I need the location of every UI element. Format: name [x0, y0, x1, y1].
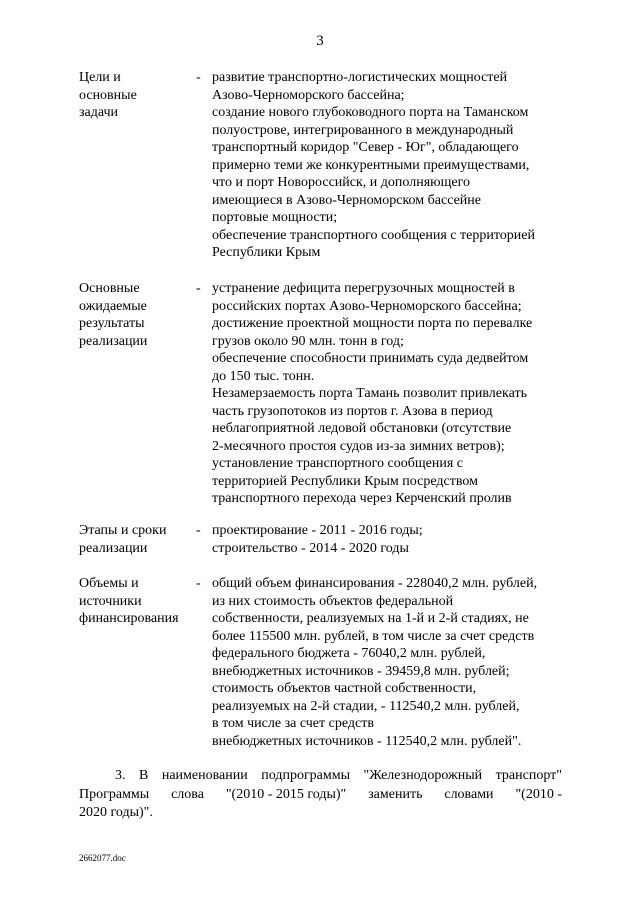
- paragraph-word: 3.: [115, 768, 126, 783]
- funding-content: [212, 575, 572, 750]
- content-line: устранение дефицита перегрузочных мощностей в: [212, 281, 515, 296]
- label-line: реализации: [79, 540, 148, 556]
- content-line: имеющиеся в Азово-Черноморском бассейне: [212, 192, 482, 208]
- label-line: ожидаемые: [79, 298, 147, 314]
- content-line: территорией Республики Крым посредством: [212, 473, 478, 489]
- dash-separator: -: [196, 281, 201, 296]
- content-line: Азово-Черноморского бассейна;: [212, 87, 405, 103]
- label-line: основные: [79, 87, 137, 103]
- goals-label: [79, 69, 194, 122]
- content-line: обеспечение транспортного сообщения с территорией: [212, 227, 535, 243]
- content-line: развитие транспортно-логистических мощностей: [212, 70, 508, 85]
- content-line: транспортный коридор "Север - Юг", обладающего: [212, 140, 519, 155]
- label-line: Объемы и: [79, 576, 139, 591]
- paragraph-word: подпрограммы: [261, 768, 351, 783]
- paragraph-word: "(2010 -: [515, 786, 562, 802]
- content-line: до 150 тыс. тонн.: [212, 368, 315, 384]
- paragraph-word: Программы: [79, 786, 150, 802]
- content-line: 2-месячного простоя судов из-за зимних ветров);: [212, 438, 505, 454]
- paragraph-line: [79, 786, 562, 805]
- amendment-paragraph: [79, 767, 562, 823]
- results-content: [212, 280, 572, 508]
- content-line: в том числе за счет средств: [212, 716, 374, 731]
- content-line: достижение проектной мощности порта по перевалке: [212, 316, 533, 331]
- goals-content: [212, 69, 572, 262]
- page-number: 3: [316, 33, 324, 49]
- label-line: реализации: [79, 333, 148, 349]
- dash-separator: -: [196, 70, 201, 85]
- paragraph-word: транспорт": [495, 768, 562, 783]
- content-line: собственности, реализуемых на 1-й и 2-й стадиях, не: [212, 611, 529, 626]
- content-line: обеспечение способности принимать суда дедвейтом: [212, 351, 529, 366]
- content-line: Республики Крым: [212, 245, 321, 260]
- label-line: результаты: [79, 316, 145, 331]
- content-line: создание нового глубоководного порта на Таманском: [212, 105, 529, 120]
- content-line: Незамерзаемость порта Тамань позволит привлекать: [212, 386, 527, 401]
- content-line: неблагоприятной ледовой обстановки (отсутствие: [212, 421, 512, 436]
- paragraph-word: заменить: [368, 786, 423, 802]
- paragraph-word: слова: [171, 786, 204, 802]
- stages-content: [212, 522, 572, 557]
- paragraph-word: словами: [444, 786, 494, 802]
- content-line: проектирование - 2011 - 2016 годы;: [212, 523, 423, 538]
- content-line: федерального бюджета - 76040,2 млн. рублей,: [212, 646, 486, 661]
- label-line: источники: [79, 593, 142, 609]
- content-line: более 115500 млн. рублей, в том числе за счет средств: [212, 628, 535, 644]
- content-line: полуострове, интегрированного в международный: [212, 122, 514, 138]
- paragraph-word: В: [139, 768, 149, 783]
- content-line: реализуемых на 2-й стадии, - 112540,2 млн. рублей,: [212, 698, 520, 714]
- content-line: что и порт Новороссийск, и дополняющего: [212, 175, 470, 190]
- document-filename: 2662077.doc: [79, 853, 126, 863]
- content-line: стоимость объектов частной собственности,: [212, 681, 477, 696]
- dash-separator: -: [196, 576, 201, 591]
- results-label: [79, 280, 194, 350]
- paragraph-word: "Железнодорожный: [363, 768, 483, 783]
- content-line: из них стоимость объектов федеральной: [212, 593, 454, 609]
- label-line: Основные: [79, 281, 140, 296]
- content-line: внебюджетных источников - 39459,8 млн. рублей;: [212, 663, 510, 679]
- content-line: российских портах Азово-Черноморского бассейна;: [212, 298, 522, 314]
- paragraph-word: наименовании: [161, 768, 248, 783]
- label-line: задачи: [79, 105, 119, 120]
- paragraph-line: 2020 годы)".: [79, 805, 153, 820]
- label-line: финансирования: [79, 611, 179, 626]
- stages-label: [79, 522, 194, 557]
- content-line: грузов около 90 млн. тонн в год;: [212, 333, 404, 349]
- content-line: установление транспортного сообщения с: [212, 456, 464, 471]
- content-line: общий объем финансирования - 228040,2 млн. рублей,: [212, 576, 538, 591]
- paragraph-word: "(2010 - 2015 годы)": [225, 786, 347, 802]
- content-line: транспортного перехода через Керченский пролив: [212, 491, 512, 506]
- content-line: строительство - 2014 - 2020 годы: [212, 540, 409, 556]
- content-line: внебюджетных источников - 112540,2 млн. рублей".: [212, 733, 522, 749]
- label-line: Цели и: [79, 70, 121, 85]
- content-line: часть грузопотоков из портов г. Азова в период: [212, 403, 493, 419]
- dash-separator: -: [196, 523, 201, 538]
- content-line: портовые мощности;: [212, 210, 338, 225]
- label-line: Этапы и сроки: [79, 523, 167, 538]
- content-line: примерно теми же конкурентными преимуществами,: [212, 157, 530, 173]
- funding-label: [79, 575, 194, 628]
- paragraph-line: [79, 767, 562, 786]
